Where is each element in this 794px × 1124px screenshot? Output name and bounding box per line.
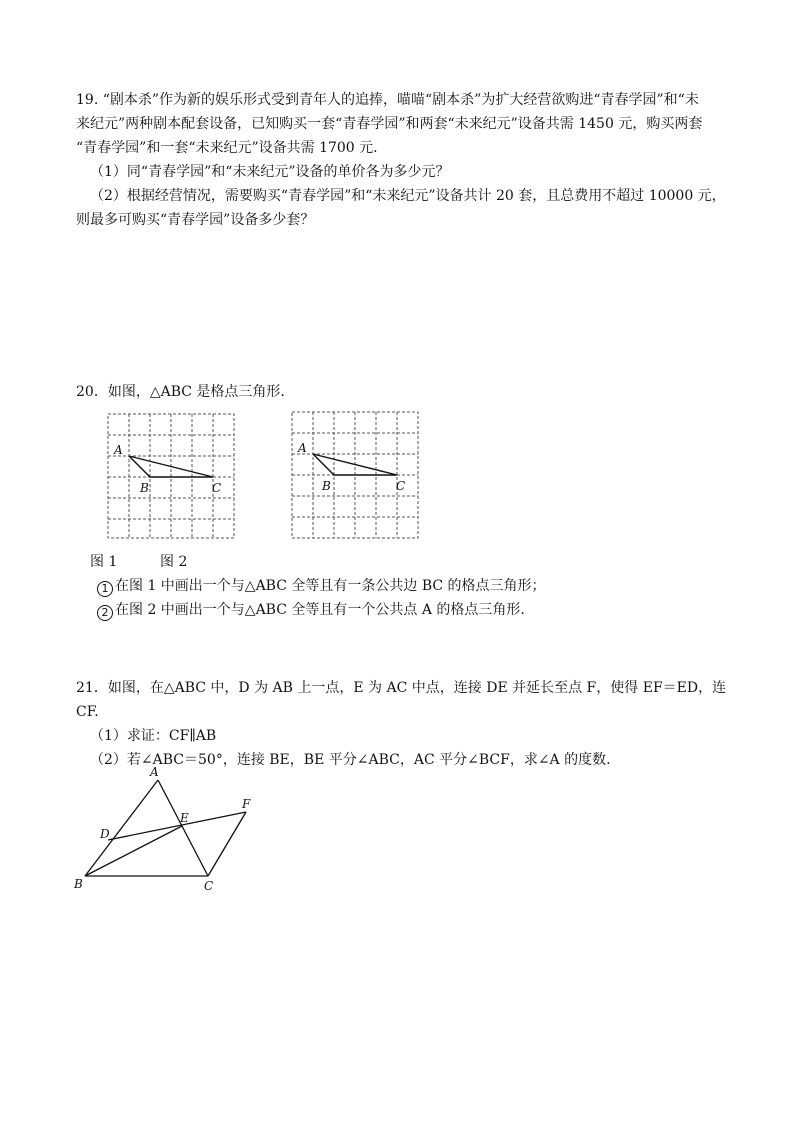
q21-part-1: （1）求证：CF∥AB (90, 728, 217, 744)
q20-item-2 (97, 600, 525, 621)
q20-item-2-text: 在图 2 中画出一个与△ABC 全等且有一个公共点 A 的格点三角形. (115, 602, 525, 618)
q19-part-2b: 则最多可购买“青春学园”设备多少套？ (76, 212, 315, 228)
circled-number-2: 2 (97, 605, 113, 621)
label-b: B (322, 479, 331, 493)
q19-line-2: 来纪元”两种剧本配套设备，已知购买一套“青春学园”和两套“未来纪元”设备共需 1450 元，购买两套 (76, 116, 703, 132)
q20-figure-2 (292, 412, 422, 540)
q19-part-2a: （2）根据经营情况，需要购买“青春学园”和“未来纪元”设备共计 20 套，且总费用不超过 10000 元， (90, 188, 726, 204)
label-a: A (298, 441, 307, 455)
label-e: E (180, 811, 189, 825)
q20-item-1-text: 在图 1 中画出一个与△ABC 全等且有一条公共边 BC 的格点三角形； (115, 578, 546, 594)
label-c: C (396, 479, 406, 493)
q21-line-2: CF. (76, 704, 99, 720)
q21-line-1: 21．如图，在△ABC 中，D 为 AB 上一点，E 为 AC 中点，连接 DE 并延长至点 F，使得 EF＝ED，连 (76, 680, 727, 696)
circled-number-1: 1 (97, 581, 113, 597)
label-b: B (74, 877, 83, 891)
label-c: C (212, 481, 222, 495)
q20-intro: 20．如图，△ABC 是格点三角形. (76, 384, 285, 400)
q19-line-1: 19. “剧本杀”作为新的娱乐形式受到青年人的追捧，喵喵“剧本杀”为扩大经营欲购进“青春学园”和“未 (76, 92, 699, 108)
grid-lines (108, 414, 234, 538)
label-a: A (114, 443, 123, 457)
q19-part-1: （1）同“青春学园”和“未来纪元”设备的单价各为多少元？ (90, 164, 450, 180)
label-d: D (100, 827, 110, 841)
label-b: B (140, 481, 149, 495)
q19-line-3: “青春学园”和一套“未来纪元”设备共需 1700 元. (76, 140, 378, 156)
q21-part-2: （2）若∠ABC＝50°，连接 BE，BE 平分∠ABC，AC 平分∠BCF，求∠A 的度数. (90, 752, 611, 768)
q20-item-1 (97, 576, 546, 597)
label-a: A (150, 765, 159, 779)
figure-2-caption: 图 2 (160, 554, 188, 570)
q20-figure-1 (108, 414, 238, 538)
label-c: C (204, 879, 214, 893)
label-f: F (242, 797, 251, 811)
figure-1-caption: 图 1 (90, 554, 118, 570)
q21-figure (70, 764, 270, 894)
